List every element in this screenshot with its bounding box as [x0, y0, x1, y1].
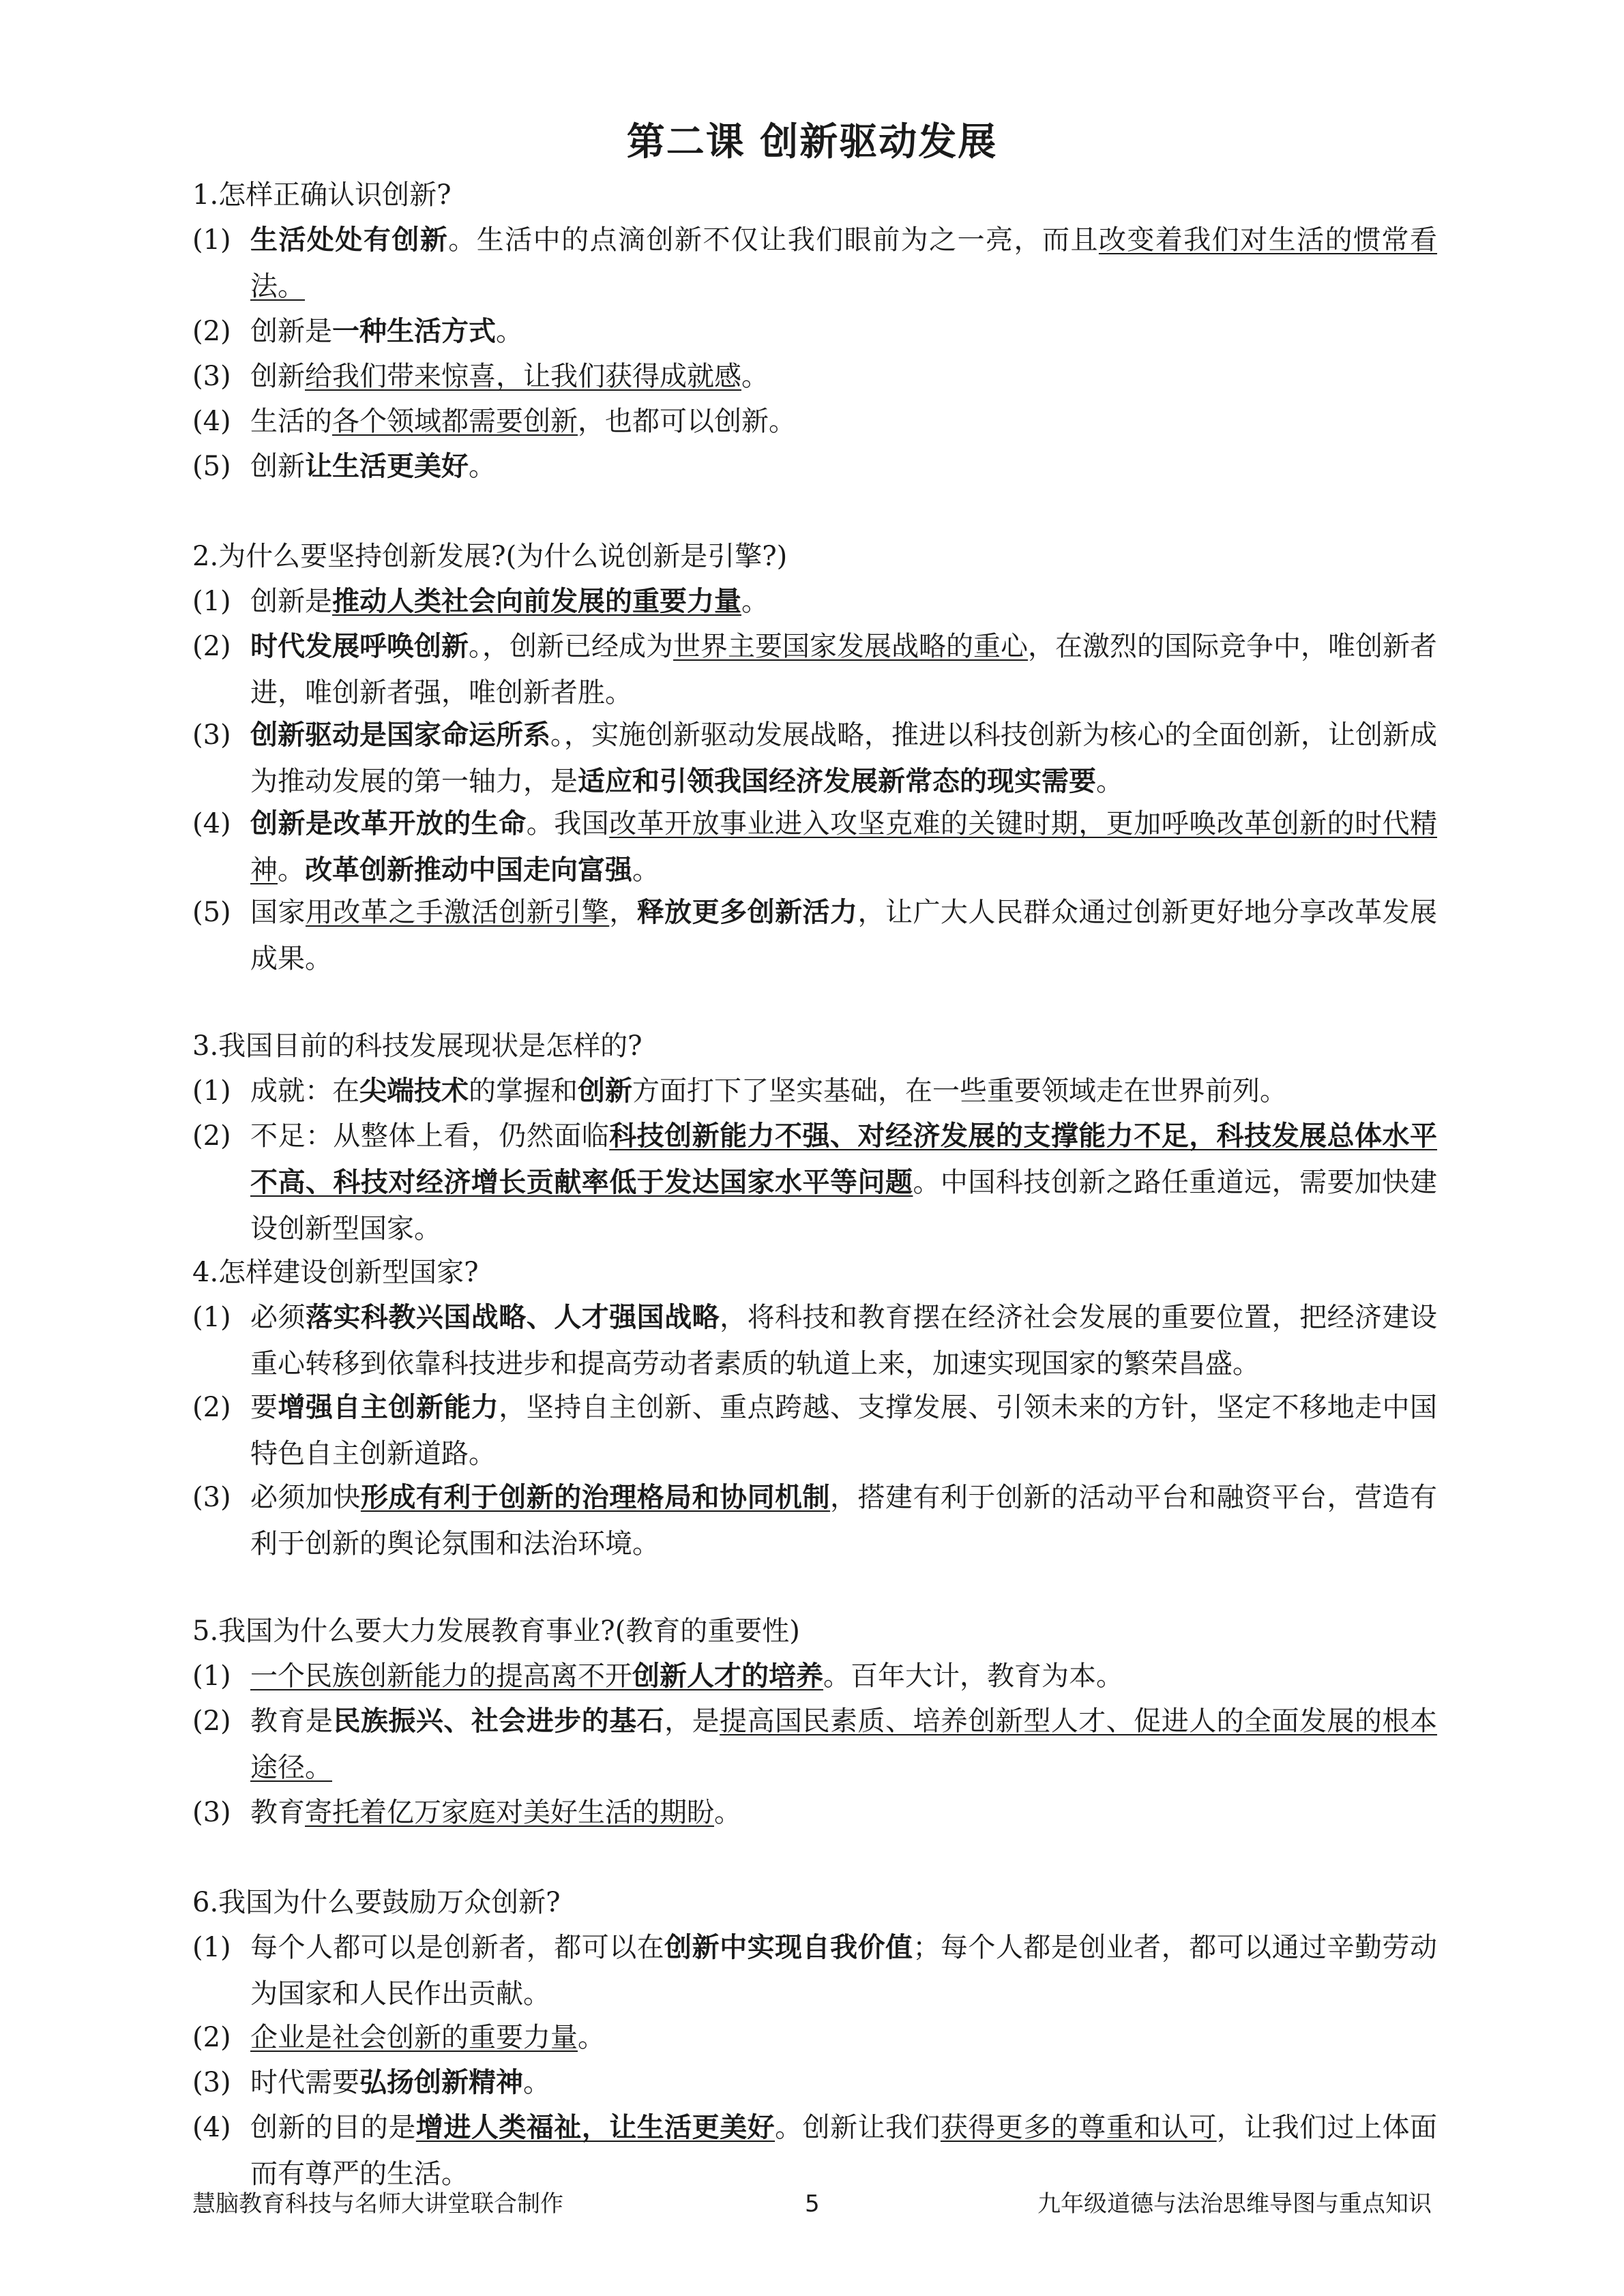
q3-item-1-key: 尖端技术 — [359, 1075, 469, 1107]
q1-item-1-text: 。生活中的点滴创新不仅让我们眼前为之一亮，而且 — [448, 224, 1099, 256]
q6-item-1-text: 每个人都可以是创新者，都可以在 — [250, 1932, 665, 1963]
q5-item-2-text: 教育是 — [250, 1705, 334, 1737]
q6-item-3-end: 。 — [523, 2067, 550, 2098]
q2-item-5-end: ，让广大人民群众通过创新更好地分享改革发展成果。 — [250, 897, 1438, 974]
page-title: 第二课 创新驱动发展 — [626, 119, 998, 164]
q1-item-5-text: 创新 — [250, 451, 305, 482]
question-1: 1.怎样正确认识创新? — [192, 179, 452, 211]
item-number: (4) — [192, 808, 231, 839]
q5-item-3-end: 。 — [714, 1797, 741, 1828]
q5-item-1-underline: 一个民族创新能力的提高离不开 — [250, 1660, 632, 1692]
q2-item-2-end: ，在激烈的国际竞争中，唯创新者进，唯创新者强，唯创新者胜。 — [250, 631, 1437, 709]
item-number: (2) — [192, 1705, 231, 1737]
q1-item-1 — [192, 217, 1441, 310]
q5-item-1 — [192, 1653, 1441, 1699]
q1-item-4-text: 生活的 — [250, 406, 332, 437]
q2-item-3-end: 。 — [1096, 766, 1123, 797]
q6-item-4-end: ，让我们过上体面而有尊严的生活。 — [250, 2112, 1438, 2190]
q5-item-2-mid: ，是 — [664, 1705, 720, 1737]
q2-item-4 — [192, 801, 1441, 893]
item-number: (5) — [192, 451, 231, 482]
item-number: (4) — [192, 2112, 231, 2143]
item-number: (1) — [192, 1660, 231, 1692]
q6-item-3-key: 弘扬创新精神 — [359, 2066, 523, 2098]
q2-item-4-underline: 改革开放事业进入攻坚克难的关键时期，更加呼唤改革创新的时代精神 — [250, 808, 1438, 886]
q5-item-2-underline: 提高国民素质、培养创新型人才、促进人的全面发展的根本途径。 — [250, 1705, 1438, 1783]
item-number: (3) — [192, 1482, 231, 1513]
q1-item-3 — [192, 353, 1441, 400]
q3-item-2-text: 不足：从整体上看，仍然面临 — [250, 1120, 610, 1152]
question-4: 4.怎样建设创新型国家? — [192, 1257, 479, 1288]
item-number: (1) — [192, 1075, 231, 1107]
q2-item-3-key: 创新驱动是国家命运所系 — [250, 719, 550, 751]
q1-item-5 — [192, 443, 1441, 490]
q2-item-2 — [192, 623, 1441, 716]
q4-item-2-key: 增强自主创新能力 — [278, 1391, 499, 1423]
q1-item-3-end: 。 — [741, 361, 769, 392]
q4-item-3-end: ，搭建有利于创新的活动平台和融资平台，营造有利于创新的舆论氛围和法治环境。 — [250, 1482, 1438, 1560]
question-3: 3.我国目前的科技发展现状是怎样的? — [192, 1030, 643, 1062]
q4-item-3 — [192, 1474, 1441, 1567]
q2-item-5 — [192, 889, 1441, 982]
q1-item-4-end: ，也都可以创新。 — [578, 406, 796, 437]
item-number: (2) — [192, 2022, 231, 2053]
q2-item-2-underline: 世界主要国家发展战略的重心 — [673, 631, 1028, 662]
q5-item-1-key: 创新人才的培养 — [632, 1660, 823, 1692]
item-number: (2) — [192, 631, 231, 662]
q6-item-1-key: 创新中实现自我价值 — [664, 1931, 913, 1963]
q2-item-4-key: 创新是改革开放的生命 — [250, 807, 527, 839]
q6-item-3 — [192, 2059, 1441, 2106]
q6-item-1-end: ；每个人都是创业者，都可以通过辛勤劳动为国家和人民作出贡献。 — [250, 1932, 1438, 2010]
footer-left: 慧脑教育科技与名师大讲堂联合制作 — [192, 2190, 563, 2218]
q1-item-3-text: 创新 — [250, 361, 305, 392]
q3-item-1-bold: 创新 — [578, 1075, 632, 1107]
q3-item-1-end: 方面打下了坚实基础，在一些重要领域走在世界前列。 — [632, 1075, 1287, 1107]
q6-item-1 — [192, 1924, 1441, 2017]
q3-item-1-mid: 的掌握和 — [469, 1075, 578, 1107]
q2-item-1-text: 创新是 — [250, 586, 332, 617]
q2-item-5-underline: 用改革之手激活创新引擎 — [305, 897, 610, 928]
q5-item-3 — [192, 1789, 1441, 1836]
q6-item-2 — [192, 2014, 1441, 2061]
q1-item-2-end: 。 — [496, 316, 523, 347]
q1-item-3-underline: 给我们带来惊喜，让我们获得成就感 — [305, 361, 741, 392]
q1-item-4-underline: 各个领域都需要创新 — [332, 406, 578, 437]
item-number: (3) — [192, 1797, 231, 1828]
item-number: (2) — [192, 1120, 231, 1152]
q2-item-2-text: 。，创新已经成为 — [469, 631, 673, 662]
item-number: (5) — [192, 897, 231, 928]
q6-item-4 — [192, 2104, 1441, 2197]
item-number: (3) — [192, 361, 231, 392]
q2-item-4-end: 。 — [632, 854, 660, 886]
q6-item-2-underline: 企业是社会创新的重要力量 — [250, 2022, 578, 2053]
item-number: (1) — [192, 1932, 231, 1963]
q2-item-4-mid: 。 — [278, 854, 305, 886]
item-number: (4) — [192, 406, 231, 437]
q4-item-3-text: 必须加快 — [250, 1482, 361, 1513]
q1-item-2-text: 创新是 — [250, 316, 332, 347]
q2-item-1-key: 推动人类社会向前发展的重要力量 — [332, 585, 741, 617]
q6-item-4-text: 创新的目的是 — [250, 2112, 416, 2143]
q4-item-3-key: 形成有利于创新的治理格局和协同机制 — [360, 1481, 831, 1513]
q2-item-3-bold: 适应和引领我国经济发展新常态的现实需要 — [578, 765, 1096, 797]
q2-item-5-bold: 释放更多创新活力 — [636, 896, 858, 928]
item-number: (1) — [192, 1302, 231, 1333]
q2-item-5-text: 国家 — [250, 897, 306, 928]
q5-item-2 — [192, 1698, 1441, 1791]
q6-item-2-end: 。 — [578, 2022, 605, 2053]
q1-item-4 — [192, 398, 1441, 445]
question-2: 2.为什么要坚持创新发展?(为什么说创新是引擎?) — [192, 541, 788, 572]
q1-item-5-end: 。 — [469, 451, 496, 482]
q5-item-3-underline: 寄托着亿万家庭对美好生活的期盼 — [305, 1797, 714, 1828]
q6-item-4-mid: 。创新让我们 — [775, 2112, 941, 2143]
q4-item-1-key: 落实科教兴国战略、人才强国战略 — [305, 1301, 720, 1333]
question-5: 5.我国为什么要大力发展教育事业?(教育的重要性) — [192, 1615, 800, 1647]
q1-item-1-key: 生活处处有创新 — [250, 224, 449, 256]
q3-item-2 — [192, 1113, 1441, 1252]
q1-item-5-key: 让生活更美好 — [305, 450, 469, 482]
q2-item-1-end: 。 — [741, 586, 769, 617]
q1-item-2 — [192, 308, 1441, 355]
q4-item-1-text: 必须 — [250, 1302, 306, 1333]
q2-item-4-bold: 改革创新推动中国走向富强 — [305, 854, 632, 886]
q1-item-1-underline: 改变着我们对生活的惯常看法。 — [250, 224, 1438, 302]
q4-item-2 — [192, 1384, 1441, 1477]
q5-item-2-key: 民族振兴、社会进步的基石 — [333, 1705, 665, 1737]
footer-page-number: 5 — [805, 2190, 820, 2218]
q2-item-3-text: 。，实施创新驱动发展战略，推进以科技创新为核心的全面创新，让创新成为推动发展的第一轴力，是 — [250, 719, 1437, 797]
item-number: (3) — [192, 2067, 231, 2098]
q6-item-3-text: 时代需要 — [250, 2067, 359, 2098]
q4-item-2-end: ，坚持自主创新、重点跨越、支撑发展、引领未来的方针，坚定不移地走中国特色自主创新道路。 — [250, 1392, 1438, 1470]
q2-item-5-comma: ， — [609, 897, 637, 928]
q6-item-4-underline: 获得更多的尊重和认可 — [940, 2112, 1217, 2143]
q3-item-2-key: 科技创新能力不强、对经济发展的支撑能力不足，科技发展总体水平不高、科技对经济增长贡献率低于发达国家水平等问题 — [250, 1120, 1438, 1198]
footer-right: 九年级道德与法治思维导图与重点知识 — [1037, 2190, 1432, 2218]
item-number: (3) — [192, 719, 231, 751]
q3-item-1 — [192, 1068, 1441, 1114]
q5-item-3-text: 教育 — [250, 1797, 305, 1828]
q5-item-1-end: 。百年大计，教育为本。 — [823, 1660, 1123, 1692]
item-number: (1) — [192, 224, 231, 256]
q2-item-4-text: 。我国 — [526, 808, 610, 839]
item-number: (2) — [192, 1392, 231, 1423]
question-6: 6.我国为什么要鼓励万众创新? — [192, 1887, 561, 1918]
q4-item-1-end: ，将科技和教育摆在经济社会发展的重要位置，把经济建设重心转移到依靠科技进步和提高劳动者素质的轨道上来，加速实现国家的繁荣昌盛。 — [250, 1302, 1438, 1380]
q2-item-2-key: 时代发展呼唤创新 — [250, 630, 469, 662]
q3-item-2-end: 。中国科技创新之路任重道远，需要加快建设创新型国家。 — [250, 1167, 1438, 1244]
q4-item-2-text: 要 — [250, 1392, 278, 1423]
item-number: (2) — [192, 316, 231, 347]
q1-item-2-key: 一种生活方式 — [332, 315, 496, 347]
item-number: (1) — [192, 586, 231, 617]
q3-item-1-text: 成就：在 — [250, 1075, 359, 1107]
q2-item-3 — [192, 712, 1441, 805]
q2-item-1 — [192, 578, 1441, 625]
q4-item-1 — [192, 1294, 1441, 1387]
q6-item-4-key: 增进人类福祉，让生活更美好 — [415, 2111, 776, 2143]
